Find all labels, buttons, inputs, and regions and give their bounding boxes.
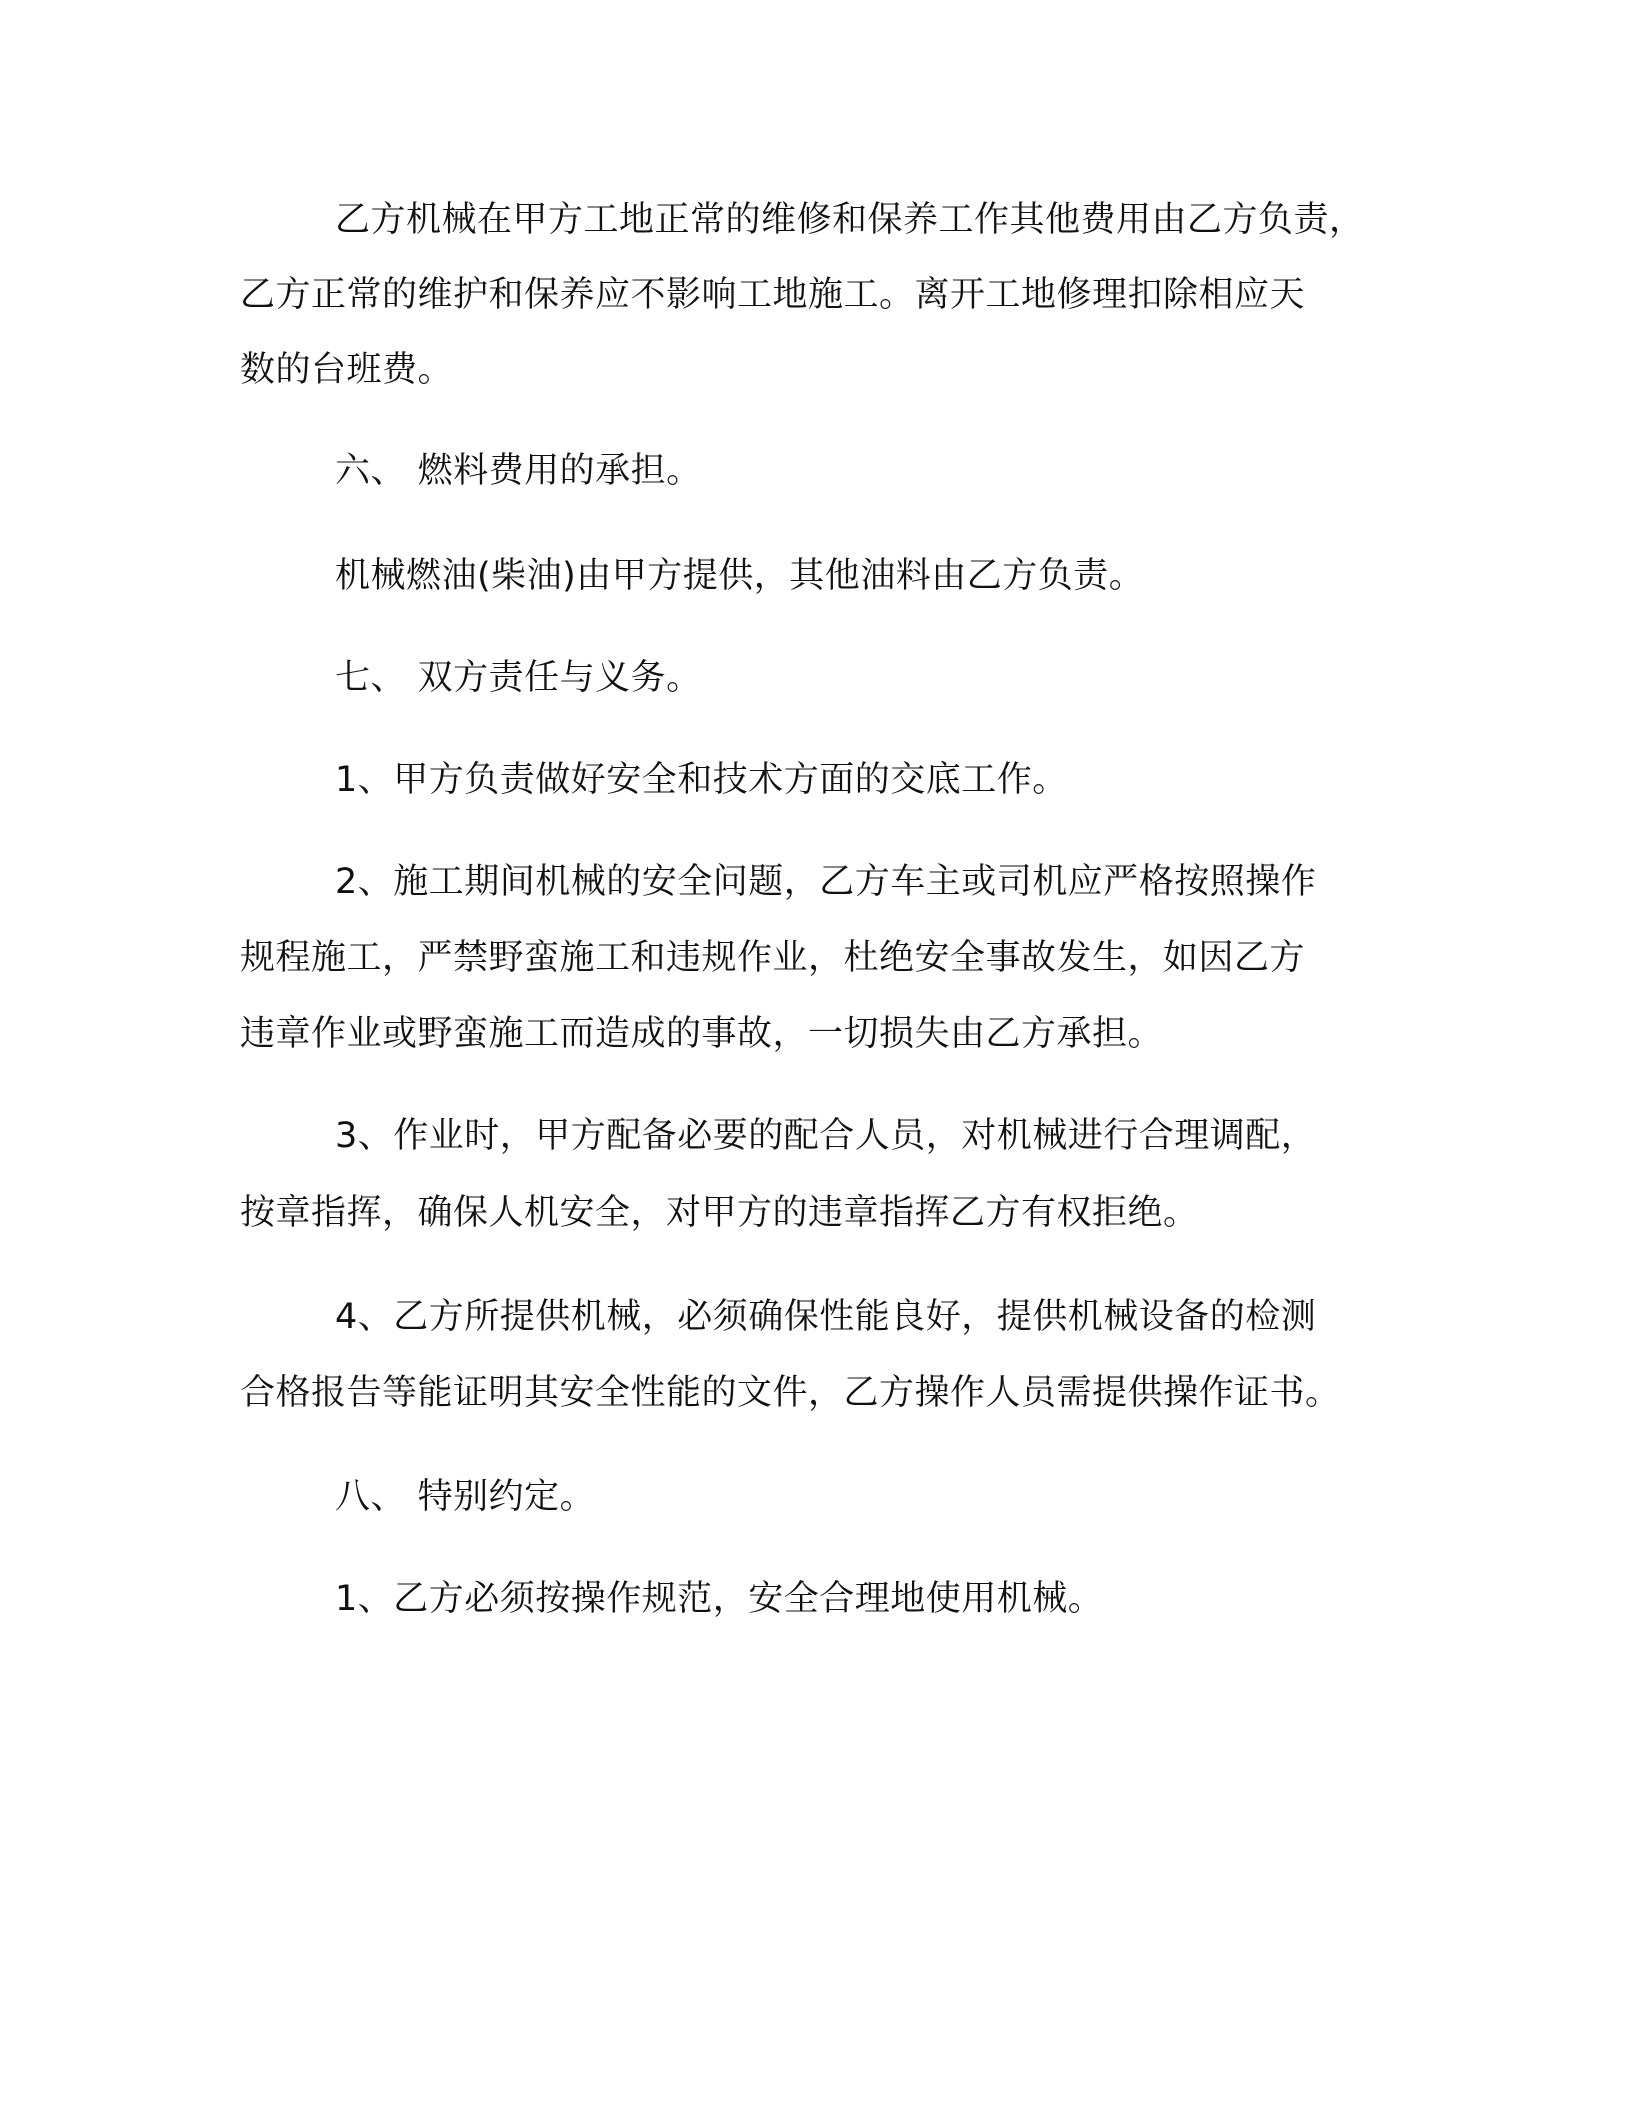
special-clause-1: 1、乙方必须按操作规范，安全合理地使用机械。 bbox=[335, 1579, 1104, 1619]
paragraph-maintenance-line-3: 数的台班费。 bbox=[240, 350, 454, 390]
paragraph-fuel: 机械燃油(柴油)由甲方提供，其他油料由乙方负责。 bbox=[335, 556, 1145, 596]
clause-3-line-1: 3、作业时，甲方配备必要的配合人员，对机械进行合理调配， bbox=[335, 1116, 1317, 1156]
clause-2-line-3: 违章作业或野蛮施工而造成的事故，一切损失由乙方承担。 bbox=[240, 1014, 1164, 1054]
clause-3-line-2: 按章指挥，确保人机安全，对甲方的违章指挥乙方有权拒绝。 bbox=[240, 1193, 1199, 1233]
clause-2-line-1: 2、施工期间机械的安全问题，乙方车主或司机应严格按照操作 bbox=[335, 862, 1317, 902]
section-heading-fuel: 六、 燃料费用的承担。 bbox=[335, 451, 702, 491]
paragraph-maintenance-line-2: 乙方正常的维护和保养应不影响工地施工。离开工地修理扣除相应天 bbox=[240, 275, 1306, 315]
clause-2-line-2: 规程施工，严禁野蛮施工和违规作业，杜绝安全事故发生，如因乙方 bbox=[240, 938, 1306, 978]
clause-4-line-2: 合格报告等能证明其安全性能的文件，乙方操作人员需提供操作证书。 bbox=[240, 1373, 1341, 1413]
section-heading-special-terms: 八、 特别约定。 bbox=[335, 1477, 596, 1517]
section-heading-responsibilities: 七、 双方责任与义务。 bbox=[335, 658, 702, 698]
paragraph-maintenance-line-1: 乙方机械在甲方工地正常的维修和保养工作其他费用由乙方负责， bbox=[335, 200, 1365, 240]
clause-4-line-1: 4、乙方所提供机械，必须确保性能良好，提供机械设备的检测 bbox=[335, 1297, 1317, 1337]
clause-1-safety-briefing: 1、甲方负责做好安全和技术方面的交底工作。 bbox=[335, 760, 1068, 800]
